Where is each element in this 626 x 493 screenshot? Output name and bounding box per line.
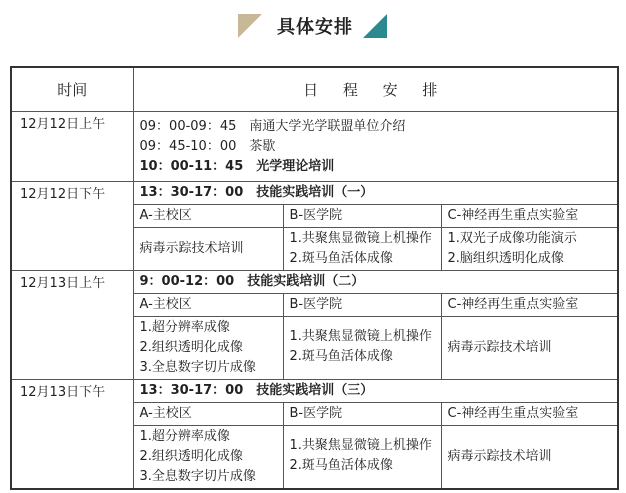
table-row [11, 112, 618, 182]
table-row [11, 182, 618, 205]
content-line: 1.共聚焦显微镜上机操作 [289, 438, 432, 453]
session-time: 12月13日下午 [11, 380, 133, 490]
content-line: 1.共聚焦显微镜上机操作 [289, 329, 432, 344]
content-line: 2.斑马鱼活体成像 [289, 458, 393, 473]
location-a: A-主校区 [133, 403, 283, 426]
location-a: A-主校区 [133, 294, 283, 317]
content-b [283, 228, 441, 271]
title-banner [0, 8, 626, 40]
location-c: C-神经再生重点实验室 [441, 205, 618, 228]
content-line: 病毒示踪技术培训 [447, 449, 552, 464]
session-time: 12月12日上午 [11, 112, 133, 182]
session-time: 12月12日下午 [11, 182, 133, 271]
content-line: 病毒示踪技术培训 [139, 241, 244, 256]
content-a [133, 228, 283, 271]
location-b: B-医学院 [283, 205, 441, 228]
session-headline: 13：30-17：00 技能实践培训（三） [133, 380, 618, 403]
content-c [441, 426, 618, 490]
content-line: 1.超分辨率成像 [139, 429, 230, 444]
page-title: 具体安排 [277, 17, 353, 38]
location-b: B-医学院 [283, 403, 441, 426]
content-line: 2.组织透明化成像 [139, 340, 243, 355]
schedule-table [10, 66, 619, 490]
header-schedule: 日 程 安 排 [133, 67, 618, 112]
content-line: 1.双光子成像功能演示 [447, 231, 577, 246]
location-c: C-神经再生重点实验室 [441, 294, 618, 317]
table-row [11, 380, 618, 403]
header-time: 时间 [11, 67, 133, 112]
schedule-line: 09：00-09：45 南通大学光学联盟单位介绍 [139, 118, 406, 134]
session-headline: 9：00-12：00 技能实践培训（二） [133, 271, 618, 294]
table-row [11, 271, 618, 294]
location-b: B-医学院 [283, 294, 441, 317]
content-line: 1.共聚焦显微镜上机操作 [289, 231, 432, 246]
content-a [133, 317, 283, 380]
teal-triangle-icon [363, 14, 387, 38]
content-line: 1.超分辨率成像 [139, 320, 230, 335]
table-header-row [11, 67, 618, 112]
content-line: 2.脑组织透明化成像 [447, 251, 564, 266]
session-lines [133, 112, 618, 182]
content-line: 3.全息数字切片成像 [139, 469, 256, 484]
content-c [441, 228, 618, 271]
location-c: C-神经再生重点实验室 [441, 403, 618, 426]
content-line: 2.组织透明化成像 [139, 449, 243, 464]
content-line: 3.全息数字切片成像 [139, 360, 256, 375]
session-headline: 13：30-17：00 技能实践培训（一） [133, 182, 618, 205]
schedule-line: 09：45-10：00 茶歇 [139, 138, 276, 154]
content-c [441, 317, 618, 380]
content-b [283, 426, 441, 490]
session-time: 12月13日上午 [11, 271, 133, 380]
schedule-line: 10：00-11：45 光学理论培训 [139, 158, 335, 174]
content-line: 2.斑马鱼活体成像 [289, 349, 393, 364]
gold-triangle-icon [238, 14, 262, 38]
content-a [133, 426, 283, 490]
content-b [283, 317, 441, 380]
content-line: 病毒示踪技术培训 [447, 340, 552, 355]
content-line: 2.斑马鱼活体成像 [289, 251, 393, 266]
location-a: A-主校区 [133, 205, 283, 228]
